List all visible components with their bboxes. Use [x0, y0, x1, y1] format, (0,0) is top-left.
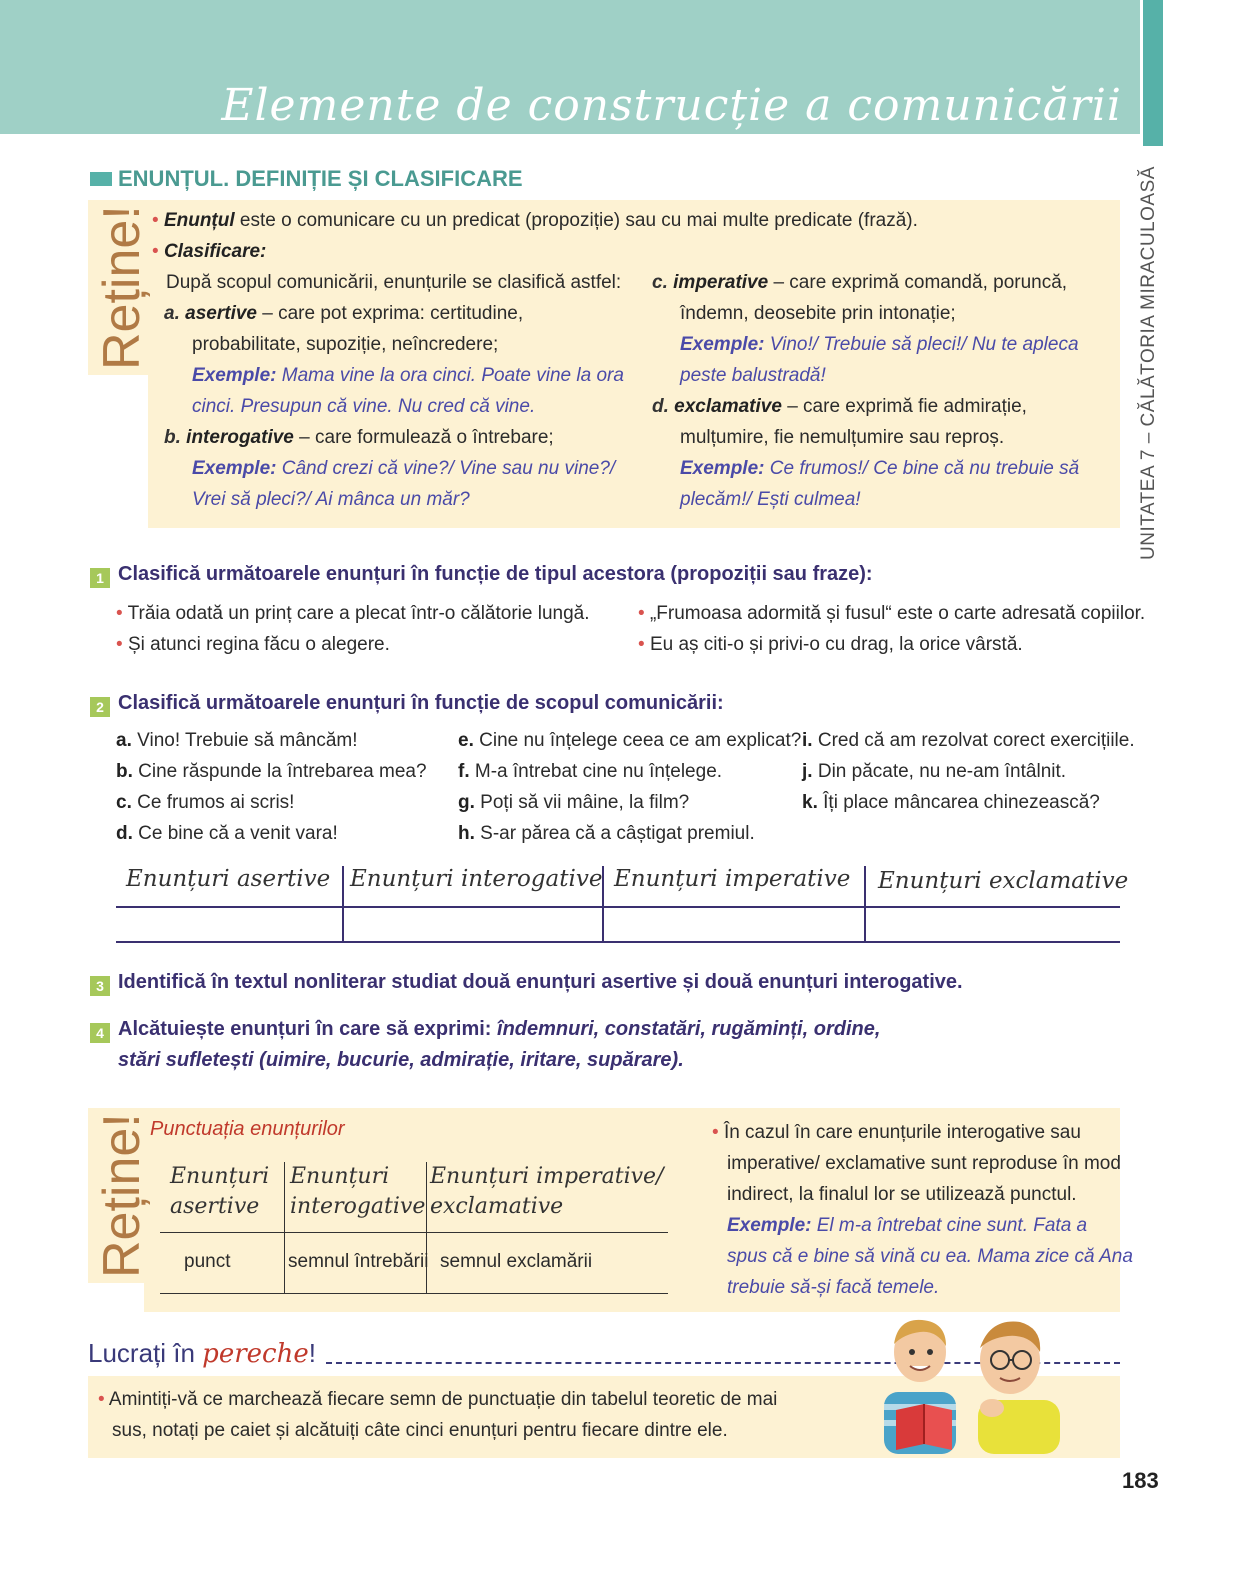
exercise-1-item: • Trăia odată un prinț care a plecat într-o călătorie lungă. — [116, 603, 590, 624]
table-header-exclamative: Enunțuri exclamative — [878, 868, 1129, 894]
header-accent-strip — [1143, 0, 1163, 146]
indirect-examples-3: trebuie să-și facă temele. — [727, 1277, 940, 1298]
type-d-examples: Exemple: Ce frumos!/ Ce bine că nu trebuie să — [680, 458, 1080, 479]
exercise-2-item: j. Din păcate, nu ne-am întâlnit. — [802, 761, 1067, 782]
exercise-1-item: • Eu aș citi-o și privi-o cu drag, la orice vârstă. — [638, 634, 1023, 655]
bullet-icon: • — [712, 1122, 724, 1143]
type-a-line-2: probabilitate, supoziție, neîncredere; — [192, 334, 499, 355]
type-d-examples-2: plecăm!/ Ești culmea! — [680, 489, 861, 510]
bullet-icon: • — [152, 241, 164, 262]
table-line — [116, 941, 1120, 943]
punct-value-asertive: punct — [184, 1251, 231, 1272]
punct-table-line — [160, 1293, 668, 1294]
punct-table-line — [160, 1232, 668, 1233]
punct-col-asertive: Enunțuri asertive — [170, 1164, 270, 1219]
bullet-icon: • — [98, 1389, 109, 1410]
exercise-3-heading: Identifică în textul nonliterar studiat două enunțuri asertive și două enunțuri interogative. — [118, 971, 963, 993]
type-b-examples-2: Vrei să pleci?/ Ai mânca un măr? — [192, 489, 470, 510]
section-title: ENUNȚUL. DEFINIȚIE ȘI CLASIFICARE — [118, 166, 523, 191]
exercise-number-4: 4 — [90, 1023, 110, 1043]
exercise-2-heading: Clasifică următoarele enunțuri în funcție de scopul comunicării: — [118, 692, 724, 714]
exercise-4-heading-2: stări sufletești (uimire, bucurie, admirație, iritare, supărare). — [118, 1049, 684, 1071]
answer-cell-imperative[interactable] — [604, 908, 864, 941]
table-header-imperative: Enunțuri imperative — [614, 866, 851, 892]
answer-cell-asertive[interactable] — [116, 908, 342, 941]
type-b-examples: Exemple: Când crezi că vine?/ Vine sau nu vine?/ — [192, 458, 616, 479]
type-a-examples-2: cinci. Presupun că vine. Nu cred că vine. — [192, 396, 536, 417]
exercise-number-3: 3 — [90, 976, 110, 996]
type-b-line: b. interogative – care formulează o întrebare; — [164, 427, 554, 448]
exercise-number-2: 2 — [90, 697, 110, 717]
punct-table-divider — [284, 1162, 285, 1293]
type-d-line: d. exclamative – care exprimă fie admirație, — [652, 396, 1027, 417]
pair-work-text: • Amintiți-vă ce marchează fiecare semn de punctuație din tabelul teoretic de mai — [98, 1389, 778, 1410]
table-header-asertive: Enunțuri asertive — [126, 866, 331, 892]
punct-col-imperative: Enunțuri imperative/ exclamative — [430, 1164, 664, 1219]
type-d-line-2: mulțumire, fie nemulțumire sau reproș. — [680, 427, 1005, 448]
children-reading-illustration — [880, 1312, 1070, 1454]
exercise-2-item: d. Ce bine că a venit vara! — [116, 823, 338, 844]
exercise-1-heading: Clasifică următoarele enunțuri în funcție de tipul acestora (propoziții sau fraze): — [118, 563, 873, 585]
indirect-rule-2: imperative/ exclamative sunt reproduse în mod — [727, 1153, 1121, 1174]
exercise-2-item: a. Vino! Trebuie să mâncăm! — [116, 730, 358, 751]
answer-cell-exclamative[interactable] — [866, 908, 1120, 941]
exercise-2-item: k. Îți place mâncarea chinezească? — [802, 792, 1100, 813]
exercise-2-item: b. Cine răspunde la întrebarea mea? — [116, 761, 427, 782]
exercise-number-1: 1 — [90, 568, 110, 588]
indirect-rule: • În cazul în care enunțurile interogative sau — [712, 1122, 1081, 1143]
type-a-line: a. asertive – care pot exprima: certitudine, — [164, 303, 524, 324]
exercise-4-heading: Alcătuiește enunțuri în care să exprimi: îndemnuri, constatări, rugăminți, ordine, — [118, 1018, 881, 1040]
answer-cell-interogative[interactable] — [344, 908, 602, 941]
section-marker — [90, 172, 112, 186]
exercise-2-item: c. Ce frumos ai scris! — [116, 792, 295, 813]
type-c-line-2: îndemn, deosebite prin intonație; — [680, 303, 956, 324]
exercise-1-item: • „Frumoasa adormită și fusul“ este o carte adresată copiilor. — [638, 603, 1146, 624]
punct-value-interogative: semnul întrebării — [288, 1251, 429, 1272]
classification-label: • Clasificare: — [152, 241, 267, 262]
page-number: 183 — [1122, 1468, 1159, 1493]
table-header-interogative: Enunțuri interogative — [350, 866, 603, 892]
bullet-icon: • — [152, 210, 164, 231]
exercise-2-item: g. Poți să vii mâine, la film? — [458, 792, 690, 813]
type-c-examples-2: peste balustradă! — [680, 365, 826, 386]
type-c-examples: Exemple: Vino!/ Trebuie să pleci!/ Nu te apleca — [680, 334, 1079, 355]
punctuation-subtitle: Punctuația enunțurilor — [150, 1118, 345, 1140]
punct-value-imperative: semnul exclamării — [440, 1251, 593, 1272]
definition-line: • Enunțul este o comunicare cu un predicat (propoziție) sau cu mai multe predicate (frază). — [152, 210, 918, 231]
pair-work-title: Lucrați în pereche! — [88, 1338, 316, 1369]
unit-side-label: UNITATEA 7 – CĂLĂTORIA MIRACULOASĂ — [1138, 166, 1159, 560]
exercise-2-item: h. S-ar părea că a câștigat premiul. — [458, 823, 755, 844]
classification-intro: După scopul comunicării, enunțurile se clasifică astfel: — [166, 272, 622, 293]
retine-label: Reține! — [93, 205, 151, 370]
exercise-1-item: • Și atunci regina făcu o alegere. — [116, 634, 390, 655]
exercise-2-item: i. Cred că am rezolvat corect exercițiile. — [802, 730, 1135, 751]
exercise-2-item: f. M-a întrebat cine nu înțelege. — [458, 761, 723, 782]
punct-table-divider — [426, 1162, 427, 1293]
type-a-examples: Exemple: Mama vine la ora cinci. Poate vine la ora — [192, 365, 624, 386]
indirect-examples: Exemple: El m-a întrebat cine sunt. Fata a — [727, 1215, 1088, 1236]
indirect-rule-3: indirect, la finalul lor se utilizează punctul. — [727, 1184, 1077, 1205]
punct-col-interogative: Enunțuri interogative — [290, 1164, 426, 1219]
indirect-examples-2: spus că e bine să vină cu ea. Mama zice că Ana — [727, 1246, 1133, 1267]
type-c-line: c. imperative – care exprimă comandă, poruncă, — [652, 272, 1068, 293]
retine-label: Reține! — [93, 1113, 151, 1278]
pair-work-text-2: sus, notați pe caiet și alcătuiți câte cinci enunțuri pentru fiecare dintre ele. — [112, 1420, 728, 1441]
page-title: Elemente de construcție a comunicării — [221, 80, 1122, 131]
exercise-2-item: e. Cine nu înțelege ceea ce am explicat? — [458, 730, 802, 751]
